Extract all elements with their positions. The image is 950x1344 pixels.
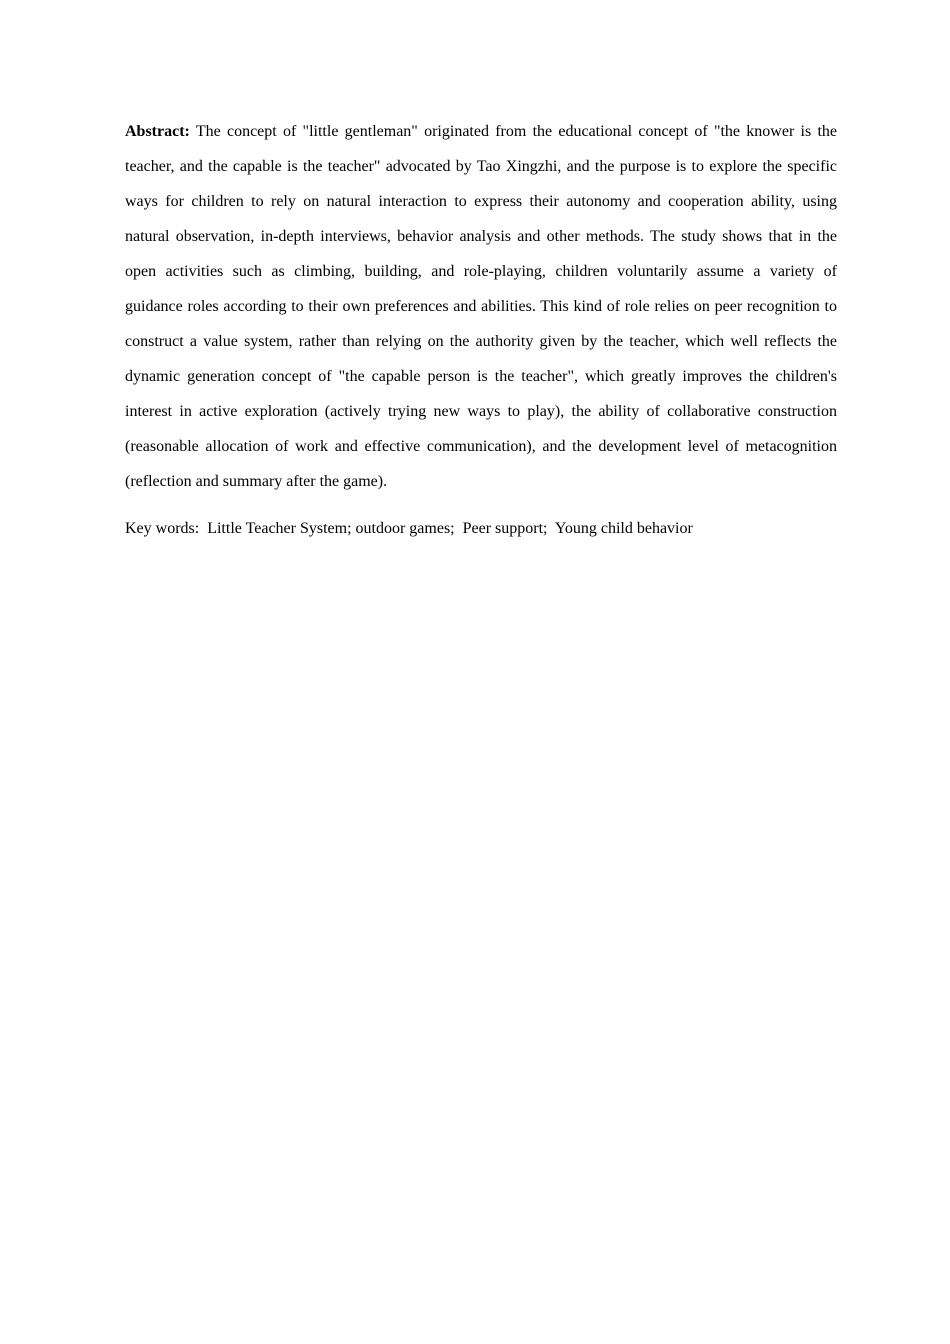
abstract-line-1 [125,120,837,155]
abstract-line-9 [125,400,837,435]
keywords-line: Key words: Little Teacher System; outdoor games; Peer support; Young child behavior [125,520,693,537]
abstract-line-10 [125,435,837,470]
abstract-line-5 [125,260,837,295]
abstract-line-2 [125,155,837,190]
abstract-label: Abstract: [125,123,190,140]
abstract-text-line: (reasonable allocation of work and effective communication), and the development level of metacognition [125,438,837,455]
abstract-paragraph [125,120,837,505]
abstract-line-6 [125,295,837,330]
abstract-line-7 [125,330,837,365]
abstract-line-3 [125,190,837,225]
abstract-line-4 [125,225,837,260]
abstract-text-line: construct a value system, rather than relying on the authority given by the teacher, which well reflects the [125,333,837,350]
abstract-text-line: guidance roles according to their own preferences and abilities. This kind of role relies on peer recognition to [125,298,837,315]
abstract-text-line: natural observation, in-depth interviews, behavior analysis and other methods. The study shows that in the [125,228,837,245]
abstract-line-8 [125,365,837,400]
abstract-text-line: The concept of "little gentleman" originated from the educational concept of "the knower is the [189,123,837,140]
abstract-text-line: interest in active exploration (actively trying new ways to play), the ability of collaborative construction [125,403,837,420]
abstract-text-line: (reflection and summary after the game). [125,473,388,490]
abstract-text-line: open activities such as climbing, building, and role-playing, children voluntarily assume a variety of [125,263,837,280]
abstract-text-line: ways for children to rely on natural interaction to express their autonomy and cooperation ability, using [125,193,837,210]
abstract-text-line: dynamic generation concept of "the capable person is the teacher", which greatly improves the children's [125,368,837,385]
abstract-text-line: teacher, and the capable is the teacher" advocated by Tao Xingzhi, and the purpose is to explore the specific [125,158,837,175]
abstract-line-11 [125,470,837,505]
